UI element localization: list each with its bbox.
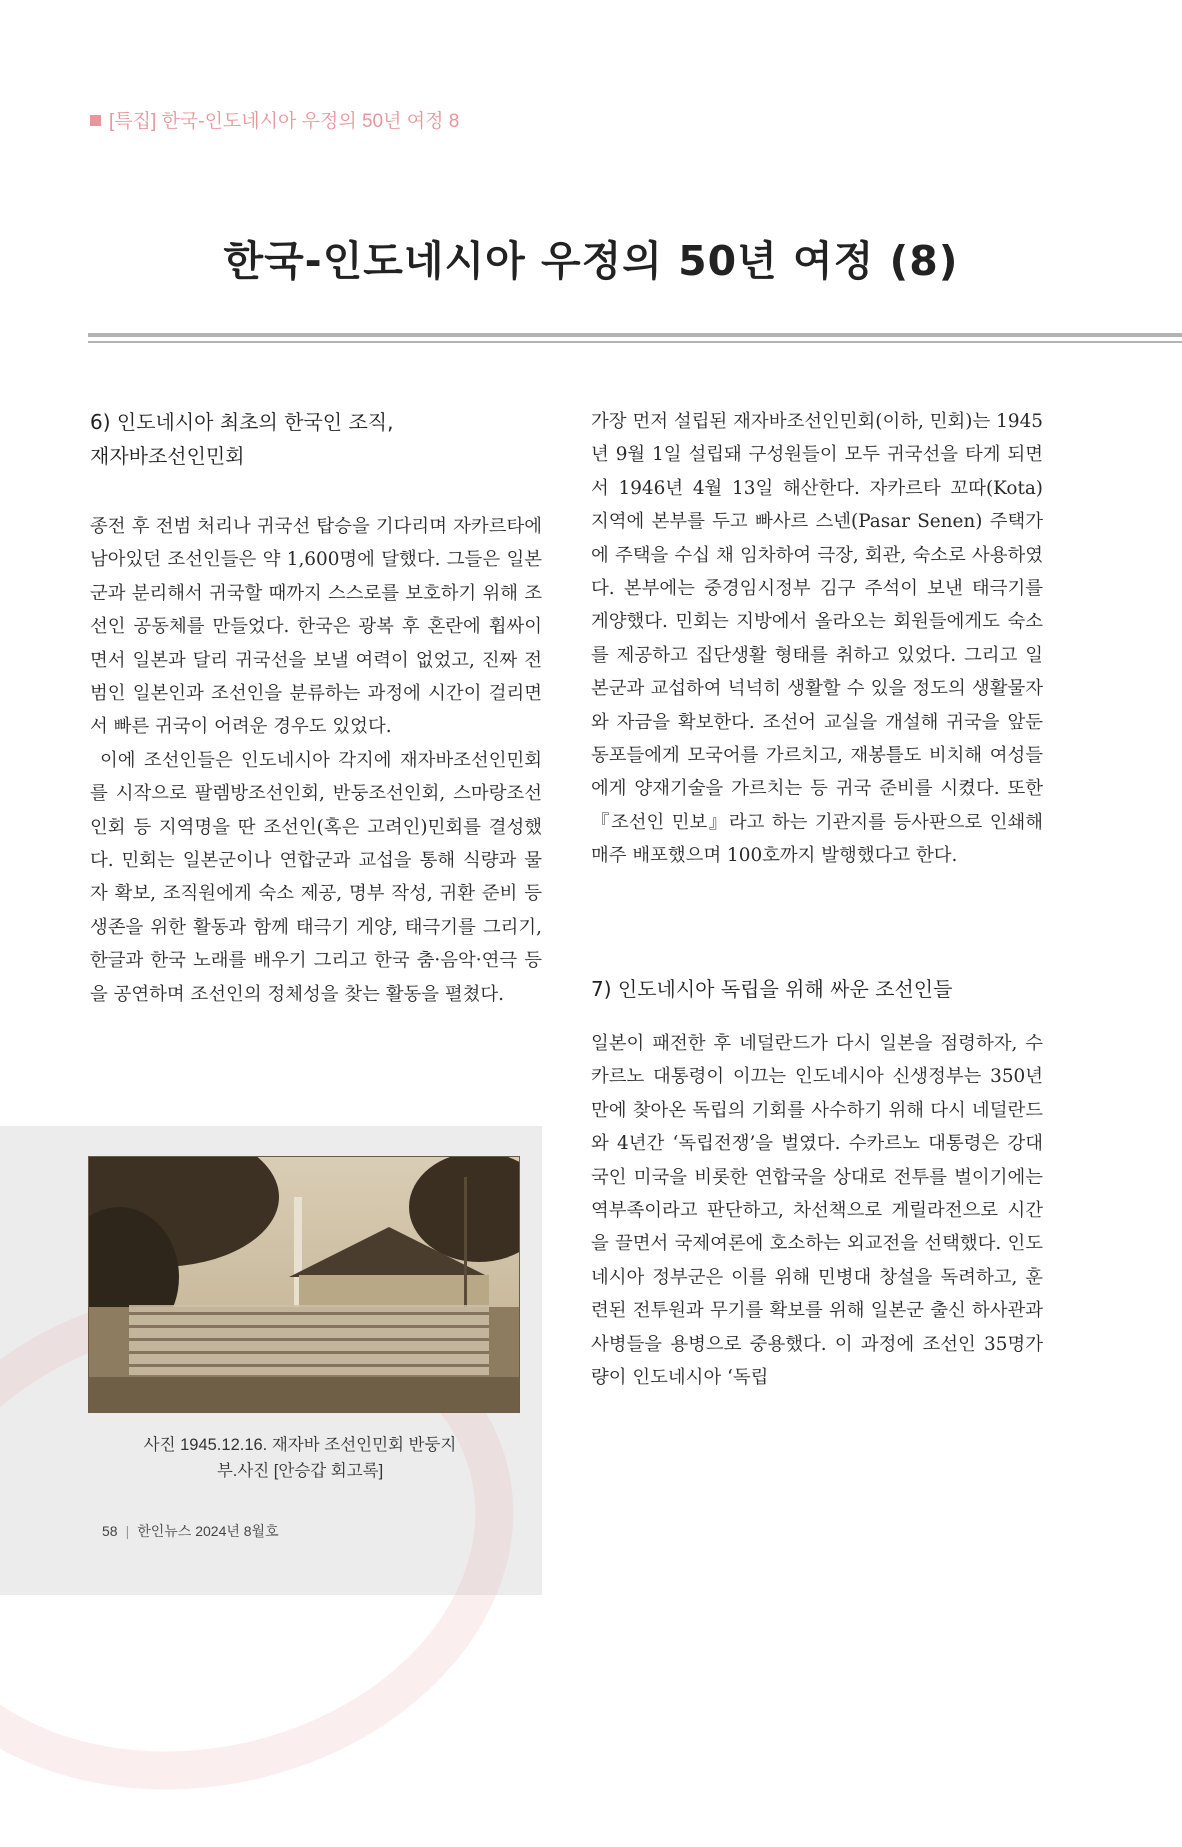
square-bullet-icon <box>90 115 101 126</box>
section-6-paragraph-3: 가장 먼저 설립된 재자바조선인민회(이하, 민회)는 1945년 9월 1일 설립돼 구성원들이 모두 귀국선을 타게 되면서 1946년 4월 13일 해산한다. 자카르타 꼬따(Kota) 지역에 본부를 두고 빠사르 스넨(Pasar Senen) 주택가에 주택을 수십 채 임차하여 극장, 회관, 숙소로 사용하였다. 본부에는 중경임시정부 김구 주석이 보낸 태극기를 게양했다. 민회는 지방에서 올라오는 회원들에게도 숙소를 제공하고 집단생활 형태를 취하고 있었다. 그리고 일본군과 교섭하여 넉넉히 생활할 수 있을 정도의 생활물자와 자금을 확보한다. 조선어 교실을 개설해 귀국을 앞둔 동포들에게 모국어를 가르치고, 재봉틀도 비치해 여성들에게 양재기술을 가르치는 등 귀국 준비를 시켰다. 또한 『조선인 민보』라고 하는 기관지를 등사판으로 인쇄해 매주 배포했으며 100호까지 발행했다고 한다. <box>591 411 1043 867</box>
footer-separator: | <box>125 1523 130 1539</box>
right-column-bottom <box>591 1027 1043 1394</box>
title-divider-thin <box>88 341 1182 343</box>
historical-group-photo <box>88 1156 520 1413</box>
photo-caption <box>70 1432 530 1484</box>
section-6-heading-line1: 6) 인도네시아 최초의 한국인 조직, <box>90 410 394 434</box>
page-number: 58 <box>102 1523 118 1539</box>
section-6-heading-line2: 재자바조선인민회 <box>90 444 245 468</box>
publication-name: 한인뉴스 2024년 8월호 <box>137 1523 279 1539</box>
section-7-heading: 7) 인도네시아 독립을 위해 싸운 조선인들 <box>591 977 953 1001</box>
section-6-heading <box>90 405 560 473</box>
group-photo-illustration <box>89 1157 519 1412</box>
title-divider <box>88 333 1182 337</box>
photo-caption-line1: 사진 1945.12.16. 재자바 조선인민회 반둥지 <box>143 1436 457 1454</box>
section-6-paragraph-1: 종전 후 전범 처리나 귀국선 탑승을 기다리며 자카르타에 남아있던 조선인들은 약 1,600명에 달했다. 그들은 일본군과 분리해서 귀국할 때까지 스스로를 보호하기 위해 조선인 공동체를 만들었다. 한국은 광복 후 혼란에 휩싸이면서 일본과 달리 귀국선을 보낼 여력이 없었고, 진짜 전범인 일본인과 조선인을 분류하는 과정에 시간이 걸리면서 빠른 귀국이 어려운 경우도 있었다. <box>90 516 542 738</box>
page-title: 한국-인도네시아 우정의 50년 여정 (8) <box>223 237 959 285</box>
left-column <box>90 510 542 1011</box>
series-label-text: [특집] 한국-인도네시아 우정의 50년 여정 8 <box>109 111 460 132</box>
page-footer <box>102 1521 279 1541</box>
section-7-paragraph-1: 일본이 패전한 후 네덜란드가 다시 일본을 점령하자, 수카르노 대통령이 이끄는 인도네시아 신생정부는 350년 만에 찾아온 독립의 기회를 사수하기 위해 다시 네덜란드와 4년간 ‘독립전쟁’을 벌였다. 수카르노 대통령은 강대국인 미국을 비롯한 연합국을 상대로 전투를 벌이기에는 역부족이라고 판단하고, 차선책으로 게릴라전으로 시간을 끌면서 국제여론에 호소하는 외교전을 선택했다. 인도네시아 정부군은 이를 위해 민병대 창설을 독려하고, 훈련된 전투원과 무기를 확보를 위해 일본군 출신 하사관과 사병들을 용병으로 중용했다. 이 과정에 조선인 35명가량이 인도네시아 ‘독립 <box>591 1033 1043 1389</box>
photo-caption-line2: 부.사진 [안승갑 회고록] <box>216 1462 384 1480</box>
right-column-top <box>591 405 1043 873</box>
series-label <box>90 106 459 133</box>
section-6-paragraph-2: 이에 조선인들은 인도네시아 각지에 재자바조선인민회를 시작으로 팔렘방조선인회, 반둥조선인회, 스마랑조선인회 등 지역명을 딴 조선인(혹은 고려인)민회를 결성했다. 민회는 일본군이나 연합군과 교섭을 통해 식량과 물자 확보, 조직원에게 숙소 제공, 명부 작성, 귀환 준비 등 생존을 위한 활동과 함께 태극기 게양, 태극기를 그리기, 한글과 한국 노래를 배우기 그리고 한국 춤·음악·연극 등을 공연하며 조선인의 정체성을 찾는 활동을 펼쳤다. <box>90 749 542 1005</box>
